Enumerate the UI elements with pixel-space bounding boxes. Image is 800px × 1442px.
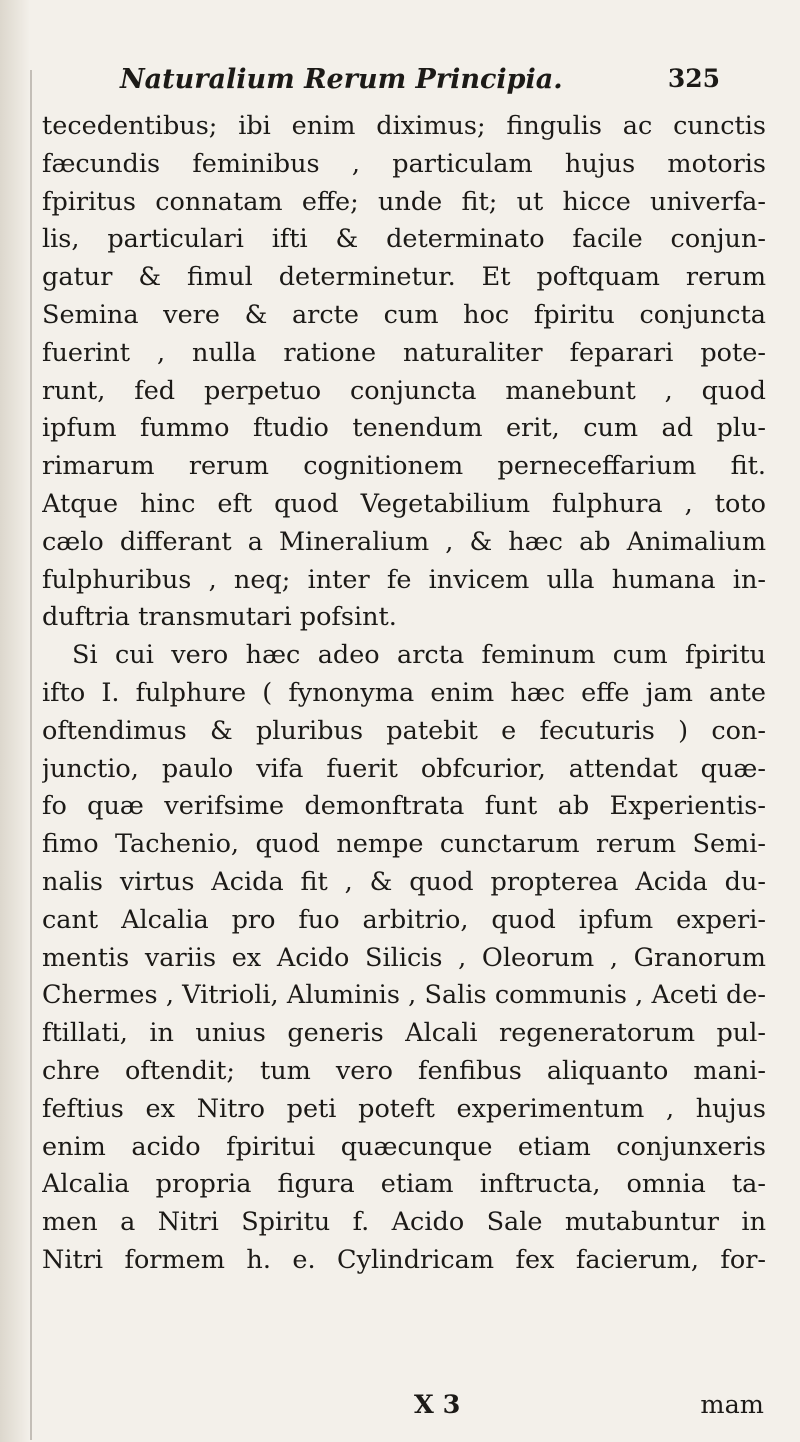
text-line: junctio, paulo vifa fuerit obfcurior, attendat quæ- [42, 753, 766, 784]
page-footer [42, 1390, 766, 1430]
text-line: fulphuribus , neq; inter fe invicem ulla humana in- [42, 564, 766, 595]
text-block [42, 108, 766, 1280]
text-line: oftendimus & pluribus patebit e fecuturis ) con- [42, 715, 766, 746]
binding-edge [30, 70, 32, 1440]
text-line: ipfum fummo ftudio tenendum erit, cum ad plu- [42, 413, 766, 444]
text-line: fæcundis feminibus , particulam hujus motoris [42, 148, 766, 179]
text-line-paragraph-start: Si cui vero hæc adeo arcta feminum cum fpiritu [72, 640, 766, 671]
text-line: gatur & fimul determinetur. Et poftquam rerum [42, 262, 766, 293]
text-line: tecedentibus; ibi enim diximus; fingulis ac cunctis [42, 111, 766, 141]
text-line: lis, particulari ifti & determinato facile conjun- [42, 224, 766, 255]
text-line: Chermes , Vitrioli, Aluminis , Salis communis , Aceti de- [42, 980, 766, 1011]
text-line: ifto I. fulphure ( fynonyma enim hæc effe jam ante [42, 677, 766, 708]
text-line: runt, fed perpetuo conjuncta manebunt , quod [42, 375, 766, 406]
text-line: Atque hinc eft quod Vegetabilium fulphura , toto [42, 488, 766, 519]
running-header [120, 64, 720, 104]
text-line: cælo differant a Mineralium , & hæc ab Animalium [42, 526, 766, 557]
text-line: cant Alcalia pro fuo arbitrio, quod ipfum experi- [42, 904, 766, 935]
text-line: mentis variis ex Acido Silicis , Oleorum , Granorum [42, 942, 766, 973]
text-line: ftillati, in unius generis Alcali regeneratorum pul- [42, 1018, 766, 1049]
text-line: men a Nitri Spiritu f. Acido Sale mutabuntur in [42, 1207, 766, 1238]
text-line: Alcalia propria figura etiam inftructa, omnia ta- [42, 1169, 766, 1200]
text-line: chre oftendit; tum vero fenfibus aliquanto mani- [42, 1055, 766, 1086]
page-number: 325 [667, 64, 720, 93]
text-line: Semina vere & arcte cum hoc fpiritu conjuncta [42, 299, 766, 330]
running-title: Naturalium Rerum Principia. [120, 64, 563, 95]
catchword: mam [700, 1390, 764, 1420]
page-gutter-shadow [0, 0, 30, 1442]
text-line: fimo Tachenio, quod nempe cunctarum rerum Semi- [42, 829, 766, 860]
text-line: rimarum rerum cognitionem perneceffarium fit. [42, 451, 766, 482]
text-line: fpiritus connatam effe; unde fit; ut hicce univerfa- [42, 186, 766, 217]
text-line: enim acido fpiritui quæcunque etiam conjunxeris [42, 1131, 766, 1162]
text-line: Nitri formem h. e. Cylindricam fex facierum, for- [42, 1244, 766, 1275]
text-line: fo quæ verifsime demonftrata funt ab Experientis- [42, 791, 766, 822]
signature-mark: X 3 [414, 1390, 461, 1420]
text-line: feftius ex Nitro peti poteft experimentum , hujus [42, 1093, 766, 1124]
text-line: nalis virtus Acida fit , & quod propterea Acida du- [42, 866, 766, 897]
text-line-paragraph-end: duftria transmutari pofsint. [42, 602, 397, 633]
text-line: fuerint , nulla ratione naturaliter feparari pote- [42, 337, 766, 368]
